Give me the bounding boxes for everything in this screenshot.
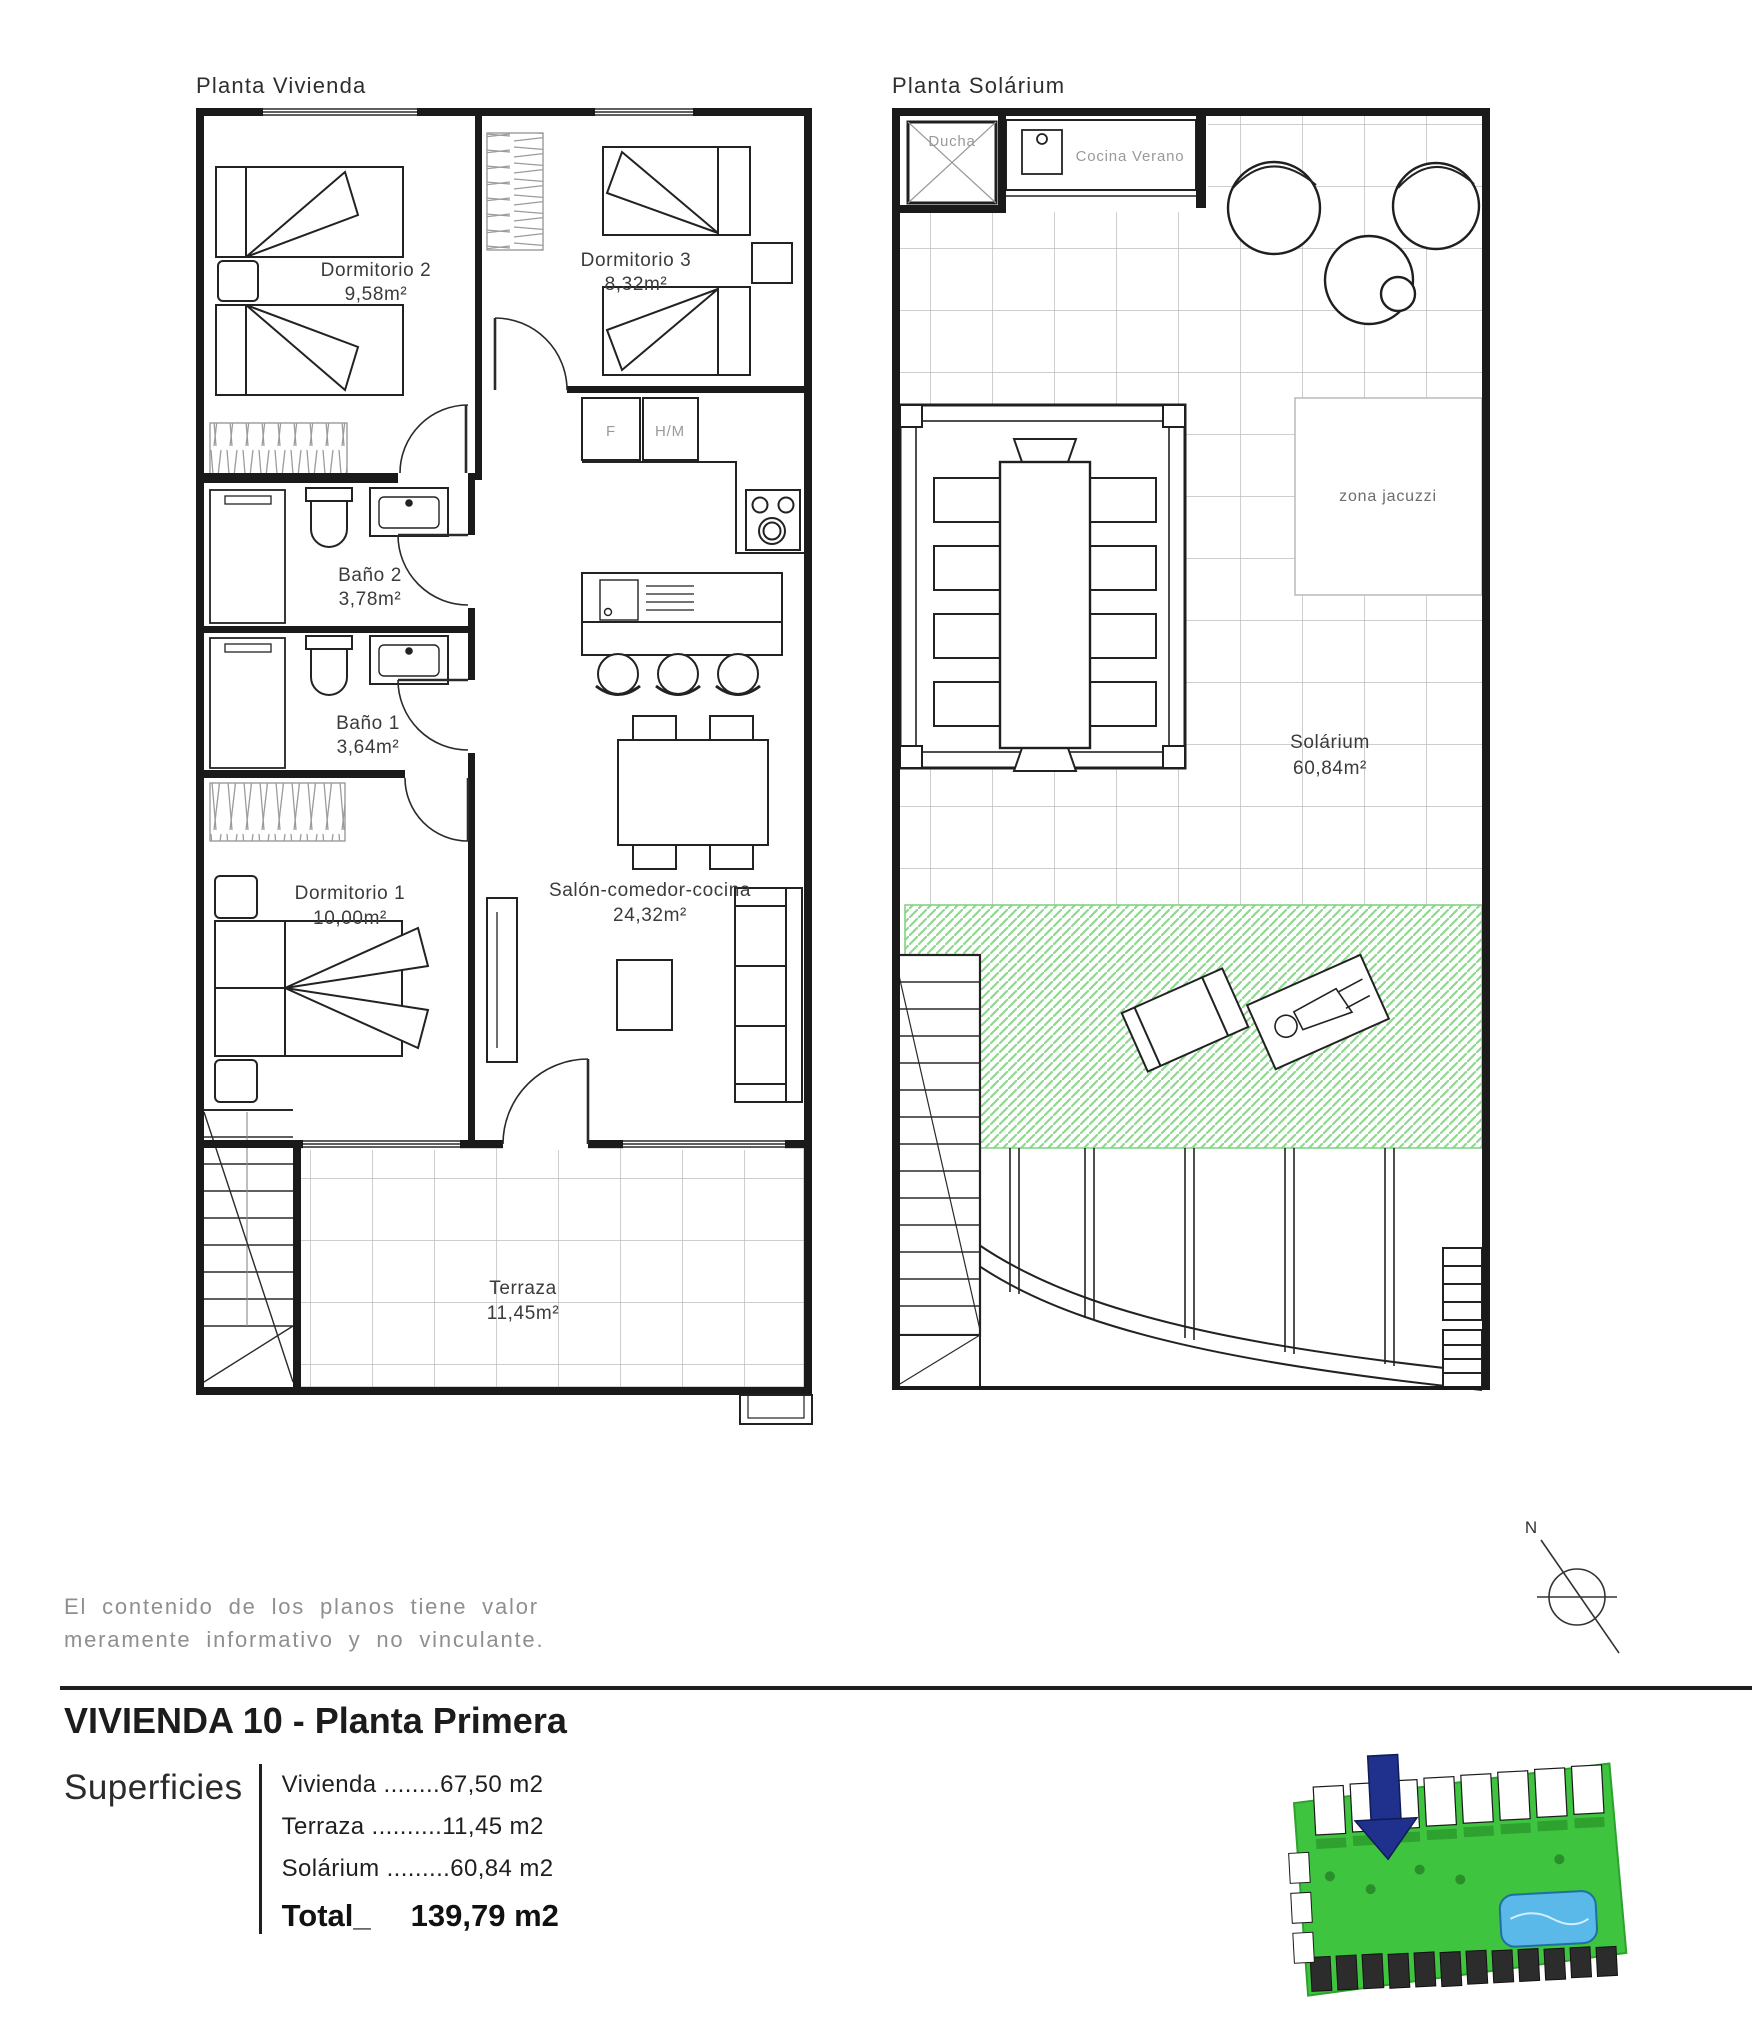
coffee-table (617, 960, 672, 1030)
page-title: VIVIENDA 10 - Planta Primera (64, 1700, 567, 1741)
wardrobe-dormitorio2 (210, 423, 347, 478)
appliance-label-hm: H/M (655, 423, 685, 440)
terraza-floor (300, 1148, 804, 1387)
bano2-fixtures (210, 488, 448, 623)
section-divider (60, 1686, 1752, 1690)
label-cocina-verano: Cocina Verano (1075, 148, 1185, 165)
superficies-rows (278, 1764, 559, 1934)
room-label-solarium: Solárium (1290, 732, 1370, 753)
superficies-total (282, 1898, 559, 1934)
room-label-salon: Salón-comedor-cocina (548, 880, 752, 901)
bano1-fixtures (210, 636, 448, 768)
sofa (735, 888, 802, 1102)
plan-planta-solarium (892, 73, 1490, 1390)
room-label-bano2: Baño 2 (338, 565, 402, 586)
room-area-terraza: 11,45m² (486, 1303, 560, 1324)
plan-planta-vivienda (196, 73, 812, 1424)
site-plan-thumbnail (1284, 1743, 1628, 1996)
left-plan-title: Planta Vivienda (196, 73, 367, 98)
furniture-dormitorio1 (210, 783, 428, 1102)
furniture-dormitorio2 (210, 167, 403, 478)
site-pool (1499, 1890, 1598, 1947)
room-area-dormitorio3: 8,32m² (604, 274, 668, 295)
superficies-divider (259, 1764, 262, 1934)
shower (210, 638, 285, 768)
stairs-right (895, 955, 980, 1387)
compass-n-label: N (1524, 1518, 1538, 1537)
compass (1525, 1518, 1619, 1653)
room-label-dormitorio1: Dormitorio 1 (294, 883, 406, 904)
stairs-left (204, 1110, 293, 1382)
kitchen-fixtures (582, 398, 804, 695)
appliance-label-f: F (606, 423, 616, 440)
label-zona-jacuzzi: zona jacuzzi (1339, 488, 1437, 505)
roof-curve (900, 1148, 1482, 1390)
wardrobe-dormitorio1 (210, 783, 345, 841)
shower (210, 490, 285, 623)
room-label-bano1: Baño 1 (336, 713, 400, 734)
toilet (306, 488, 352, 501)
tv-unit (487, 898, 517, 1062)
toilet (306, 636, 352, 649)
total-value: 139,79 m2 (410, 1898, 559, 1933)
room-area-dormitorio2: 9,58m² (344, 284, 408, 305)
right-plan-title: Planta Solárium (892, 73, 1066, 98)
dining-table (618, 740, 768, 845)
room-area-salon: 24,32m² (613, 905, 687, 926)
wardrobe-dormitorio3 (487, 133, 543, 250)
room-label-dormitorio3: Dormitorio 3 (580, 250, 692, 271)
room-label-terraza: Terraza (489, 1278, 557, 1299)
superficies-block (64, 1764, 559, 1934)
outdoor-table (1000, 462, 1090, 748)
disclaimer (64, 1590, 544, 1656)
superficies-label: Superficies (64, 1768, 243, 1807)
room-label-dormitorio2: Dormitorio 2 (320, 260, 432, 281)
room-area-dormitorio1: 10,00m² (313, 908, 387, 929)
disclaimer-line2: meramente informativo y no vinculante. (64, 1627, 545, 1652)
total-label: Total_ (281, 1898, 371, 1933)
disclaimer-line1: El contenido de los planos tiene valor (64, 1594, 539, 1619)
room-area-bano1: 3,64m² (336, 737, 400, 758)
superficies-row-vivienda: Vivienda ........67,50 m2 (281, 1771, 544, 1798)
label-ducha: Ducha (928, 133, 976, 150)
bar-stools (596, 654, 760, 695)
superficies-row-solarium: Solárium .........60,84 m2 (281, 1855, 554, 1882)
side-ladder (1443, 1248, 1482, 1388)
exterior-step (740, 1395, 812, 1424)
room-area-solarium: 60,84m² (1293, 758, 1367, 779)
room-area-bano2: 3,78m² (338, 589, 402, 610)
superficies-row-terraza: Terraza ..........11,45 m2 (281, 1813, 544, 1840)
